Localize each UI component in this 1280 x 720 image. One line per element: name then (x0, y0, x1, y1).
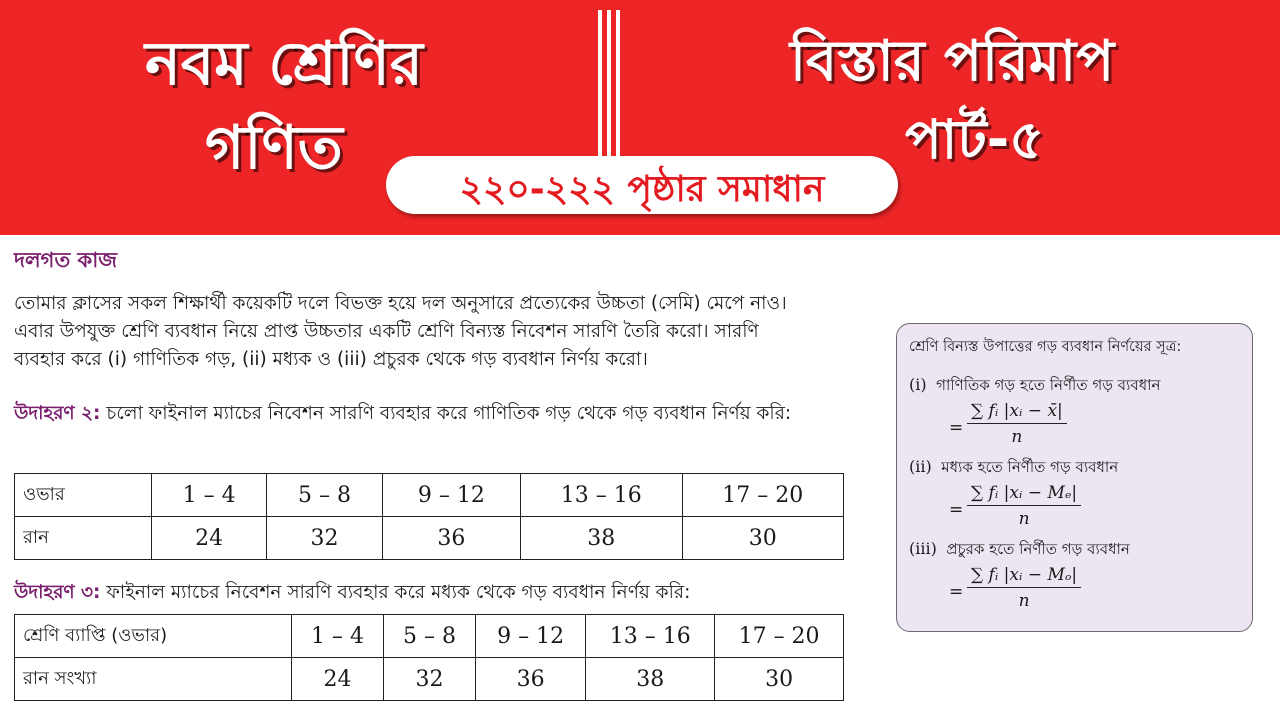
formula-numerator: ∑ fᵢ |xᵢ − Mₑ| (967, 483, 1081, 506)
table-row (15, 615, 844, 658)
table-cell: 30 (682, 517, 843, 560)
formula-roman-numeral: (iii) (909, 539, 937, 558)
table-cell: 24 (292, 658, 384, 701)
formula-fraction-mode (967, 565, 1081, 611)
banner-title-right-line1: বিস্তার পরিমাপ (790, 29, 1115, 94)
example-2 (14, 400, 844, 428)
table-cell: 17 – 20 (682, 474, 843, 517)
table-cell: 32 (267, 517, 382, 560)
formula-item-mean (909, 374, 1160, 399)
table-cell: 17 – 20 (715, 615, 844, 658)
table-cell: 13 – 16 (521, 474, 682, 517)
formula-description: গাণিতিক গড় হতে নির্ণীত গড় ব্যবধান (936, 376, 1161, 394)
paragraph-line: ব্যবহার করে (i) গাণিতিক গড়, (ii) মধ্যক ও (iii) প্রচুরক থেকে গড় ব্যবধান নির্ণয় করো। (14, 349, 648, 370)
table-cell: 5 – 8 (383, 615, 475, 658)
example-3-text: ফাইনাল ম্যাচের নিবেশন সারণি ব্যবহার করে মধ্যক থেকে গড় ব্যবধান নির্ণয় করি: (100, 582, 691, 603)
formula-box-title: শ্রেণি বিন্যস্ত উপাত্তের গড় ব্যবধান নির্ণয়ের সূত্র: (909, 339, 1182, 355)
table-row-label: রান সংখ্যা (15, 658, 292, 701)
table-cell: 38 (521, 517, 682, 560)
table-row-label: শ্রেণি ব্যাপ্তি (ওভার) (15, 615, 292, 658)
formula-description: মধ্যক হতে নির্ণীত গড় ব্যবধান (941, 458, 1119, 476)
formula-roman-numeral: (i) (909, 375, 927, 394)
equals-sign: = (949, 582, 964, 602)
table-row (15, 658, 844, 701)
formula-roman-numeral: (ii) (909, 457, 932, 476)
table-cell: 1 – 4 (292, 615, 384, 658)
equals-sign: = (949, 500, 964, 520)
formula-numerator: ∑ fᵢ |xᵢ − x̄| (967, 401, 1067, 424)
paragraph-line: তোমার ক্লাসের সকল শিক্ষার্থী কয়েকটি দলে বিভক্ত হয়ে দল অনুসারে প্রত্যেকের উচ্চতা (সেমি) মেপে নাও। (14, 293, 787, 314)
table-cell: 36 (475, 658, 585, 701)
table-row (15, 517, 844, 560)
table-cell: 36 (382, 517, 520, 560)
formula-fraction-median (967, 483, 1081, 529)
example-3 (14, 578, 690, 609)
example-2-label: উদাহরণ ২: (14, 403, 101, 424)
table-cell: 30 (715, 658, 844, 701)
subtitle-pill (386, 156, 898, 214)
banner-title-left-line2: গণিত (205, 113, 343, 183)
banner-divider-line (607, 10, 611, 160)
example-2-text: চলো ফাইনাল ম্যাচের নিবেশন সারণি ব্যবহার করে গাণিতিক গড় থেকে গড় ব্যবধান নির্ণয় করি: (100, 403, 792, 424)
paragraph-line: এবার উপযুক্ত শ্রেণি ব্যবধান নিয়ে প্রাপ্ত উচ্চতার একটি শ্রেণি বিন্যস্ত নিবেশন সারণি তৈরি করো। সারণি (14, 321, 759, 342)
overs-runs-table-2 (14, 614, 844, 701)
formula-numerator: ∑ fᵢ |xᵢ − Mₒ| (967, 565, 1081, 588)
formula-denominator: n (1018, 591, 1030, 611)
table-cell: 5 – 8 (267, 474, 382, 517)
table-cell: 32 (383, 658, 475, 701)
table-cell: 1 – 4 (152, 474, 267, 517)
formula-denominator: n (1011, 427, 1023, 447)
table-cell: 9 – 12 (475, 615, 585, 658)
table-cell: 24 (152, 517, 267, 560)
equals-sign: = (949, 418, 964, 438)
table-cell: 38 (586, 658, 715, 701)
table-cell: 9 – 12 (382, 474, 520, 517)
example-3-label: উদাহরণ ৩: (14, 582, 101, 603)
title-banner (0, 0, 1280, 235)
table-row-label: রান (15, 517, 152, 560)
banner-title-right-line2: পার্ট-৫ (905, 108, 1045, 171)
formula-denominator: n (1018, 509, 1030, 529)
table-cell: 13 – 16 (586, 615, 715, 658)
group-work-paragraph (14, 290, 884, 374)
banner-subtitle: ২২০-২২২ পৃষ্ঠার সমাধান (459, 169, 825, 210)
banner-title-left-line1: নবম শ্রেণির (145, 29, 423, 99)
formula-fraction-mean (967, 401, 1067, 447)
formula-item-mode (909, 538, 1130, 563)
overs-runs-table-1 (14, 473, 844, 560)
banner-divider-line (598, 10, 602, 160)
formula-description: প্রচুরক হতে নির্ণীত গড় ব্যবধান (946, 540, 1130, 558)
formula-item-median (909, 456, 1118, 481)
table-row (15, 474, 844, 517)
section-heading: দলগত কাজ (14, 248, 118, 272)
banner-divider-line (616, 10, 620, 160)
formula-box (896, 323, 1253, 632)
table-row-label: ওভার (15, 474, 152, 517)
